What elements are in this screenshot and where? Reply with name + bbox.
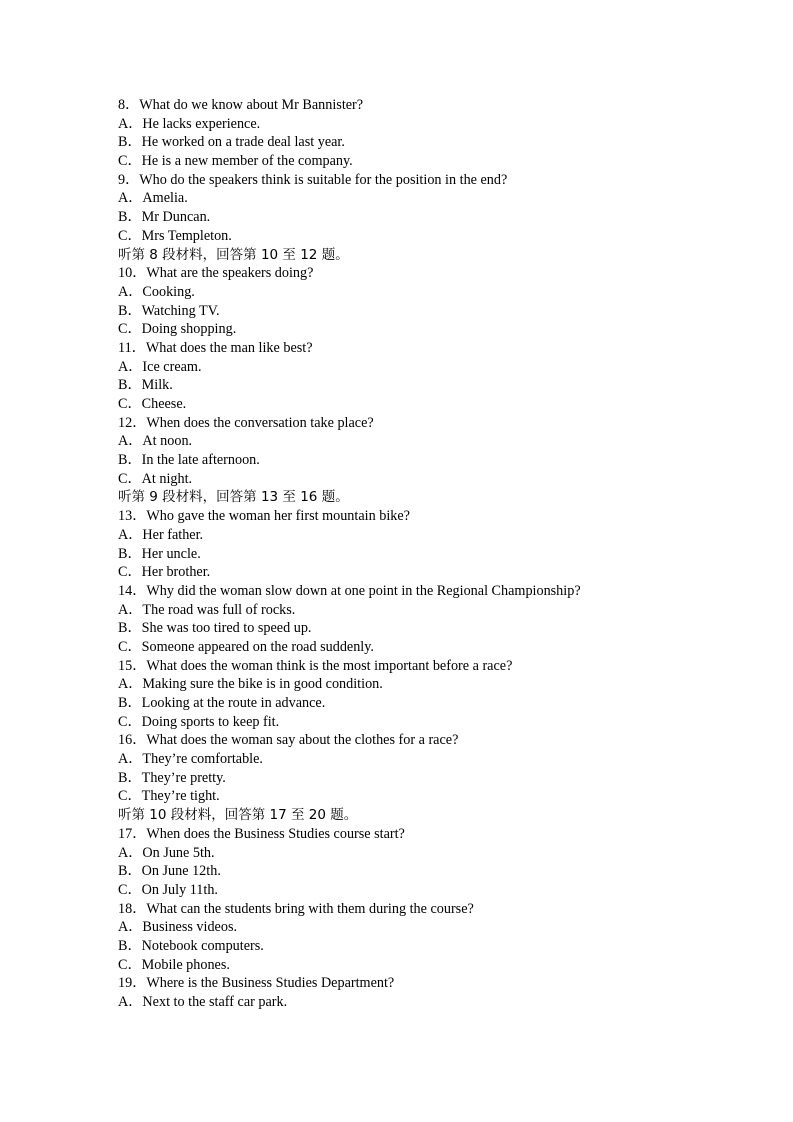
option-line: A．Next to the staff car park.: [118, 994, 288, 1010]
question-line: 11．What does the man like best?: [118, 339, 313, 356]
option-line: C．Mrs Templeton.: [118, 227, 232, 244]
question-line: 17．When does the Business Studies course start?: [118, 825, 405, 842]
option-line: A．On June 5th.: [118, 844, 215, 861]
question-line: 12．When does the conversation take place?: [118, 414, 374, 431]
option-line: B．Mr Duncan.: [118, 209, 211, 226]
option-line: C．On July 11th.: [118, 881, 218, 898]
section-instruction: 听第 9 段材料，回答第 13 至 16 题。: [118, 489, 349, 506]
option-line: B．Looking at the route in advance.: [118, 695, 326, 711]
option-line: A．He lacks experience.: [118, 115, 261, 132]
question-line: 10．What are the speakers doing?: [118, 265, 314, 282]
document-page: [118, 96, 758, 1012]
option-line: A．Making sure the bike is in good condition.: [118, 676, 383, 693]
question-line: 18．What can the students bring with them during the course?: [118, 900, 474, 917]
section-instruction: 听第 10 段材料，回答第 17 至 20 题。: [118, 807, 358, 824]
question-line: 9．Who do the speakers think is suitable for the position in the end?: [118, 171, 508, 188]
option-line: B．On June 12th.: [118, 863, 221, 880]
option-line: B．He worked on a trade deal last year.: [118, 134, 345, 151]
option-line: C．Cheese.: [118, 396, 187, 412]
option-line: B．In the late afternoon.: [118, 452, 260, 469]
option-line: B．Her uncle.: [118, 545, 201, 562]
option-line: B．Notebook computers.: [118, 937, 264, 954]
option-line: B．They’re pretty.: [118, 769, 226, 786]
question-line: 19．Where is the Business Studies Department?: [118, 975, 395, 992]
option-line: C．They’re tight.: [118, 788, 220, 805]
option-line: B．Milk.: [118, 377, 173, 394]
question-line: 14．Why did the woman slow down at one point in the Regional Championship?: [118, 582, 581, 599]
question-line: 8．What do we know about Mr Bannister?: [118, 97, 364, 113]
option-line: C．Her brother.: [118, 564, 211, 581]
question-line: 16．What does the woman say about the clothes for a race?: [118, 732, 459, 749]
option-line: A．Cooking.: [118, 283, 195, 300]
option-line: A．They’re comfortable.: [118, 751, 263, 768]
option-line: C．Doing sports to keep fit.: [118, 713, 280, 730]
option-line: A．The road was full of rocks.: [118, 601, 296, 618]
option-line: B．She was too tired to speed up.: [118, 620, 312, 637]
option-line: C．At night.: [118, 470, 193, 487]
option-line: A．Her father.: [118, 526, 204, 543]
option-line: C．Mobile phones.: [118, 956, 230, 973]
option-line: A．Ice cream.: [118, 358, 202, 375]
option-line: C．Doing shopping.: [118, 321, 237, 338]
question-line: 13．Who gave the woman her first mountain bike?: [118, 508, 410, 525]
section-instruction: 听第 8 段材料，回答第 10 至 12 题。: [118, 246, 349, 263]
option-line: A．Amelia.: [118, 190, 188, 207]
question-line: 15．What does the woman think is the most important before a race?: [118, 657, 513, 674]
option-line: B．Watching TV.: [118, 302, 220, 319]
option-line: C．Someone appeared on the road suddenly.: [118, 638, 374, 655]
option-line: A．Business videos.: [118, 919, 238, 936]
option-line: A．At noon.: [118, 433, 193, 450]
option-line: C．He is a new member of the company.: [118, 153, 353, 170]
